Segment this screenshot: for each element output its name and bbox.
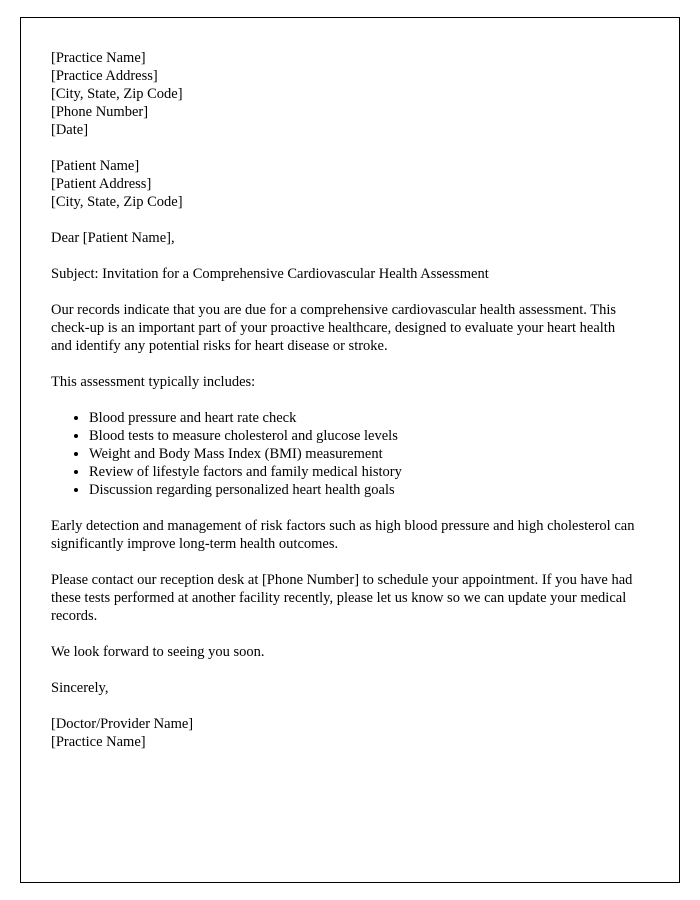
recipient-city-state-zip: [City, State, Zip Code]	[51, 194, 183, 210]
signature-practice-name: [Practice Name]	[51, 734, 146, 750]
list-item: • Blood pressure and heart rate check	[89, 409, 639, 427]
sender-block	[51, 49, 639, 139]
list-item: • Weight and Body Mass Index (BMI) measurement	[89, 445, 639, 463]
paragraph-intro: Our records indicate that you are due for a comprehensive cardiovascular health assessment. This check-up is an important part of your proactive healthcare, designed to evaluate your heart health and identify any potential risks for heart disease or stroke.	[51, 302, 617, 354]
letter-page	[20, 17, 680, 883]
recipient-block	[51, 157, 639, 211]
sender-practice-name: [Practice Name]	[51, 50, 146, 66]
subject-line: Subject: Invitation for a Comprehensive Cardiovascular Health Assessment	[51, 266, 489, 282]
list-item: • Blood tests to measure cholesterol and glucose levels	[89, 427, 639, 445]
list-item: • Review of lifestyle factors and family medical history	[89, 463, 639, 481]
paragraph-early-detection: Early detection and management of risk factors such as high blood pressure and high cholesterol can significantly improve long-term health outcomes.	[51, 518, 635, 552]
sender-city-state-zip: [City, State, Zip Code]	[51, 86, 183, 102]
paragraph-closing-line: We look forward to seeing you soon.	[51, 644, 265, 660]
letter-date: [Date]	[51, 122, 89, 138]
signature-provider-name: [Doctor/Provider Name]	[51, 716, 194, 732]
signoff: Sincerely,	[51, 680, 109, 696]
assessment-items-list	[51, 409, 639, 499]
recipient-name: [Patient Name]	[51, 158, 140, 174]
letter-body	[21, 18, 679, 799]
paragraph-contact: Please contact our reception desk at [Phone Number] to schedule your appointment. If you have had these tests performed at another facility recently, please let us know so we can update your medical records.	[51, 572, 633, 624]
paragraph-includes-lead: This assessment typically includes:	[51, 374, 256, 390]
recipient-address: [Patient Address]	[51, 176, 152, 192]
signature-block	[51, 715, 639, 751]
list-item: • Discussion regarding personalized heart health goals	[89, 481, 639, 499]
sender-practice-address: [Practice Address]	[51, 68, 158, 84]
salutation: Dear [Patient Name],	[51, 230, 175, 246]
sender-phone: [Phone Number]	[51, 104, 149, 120]
